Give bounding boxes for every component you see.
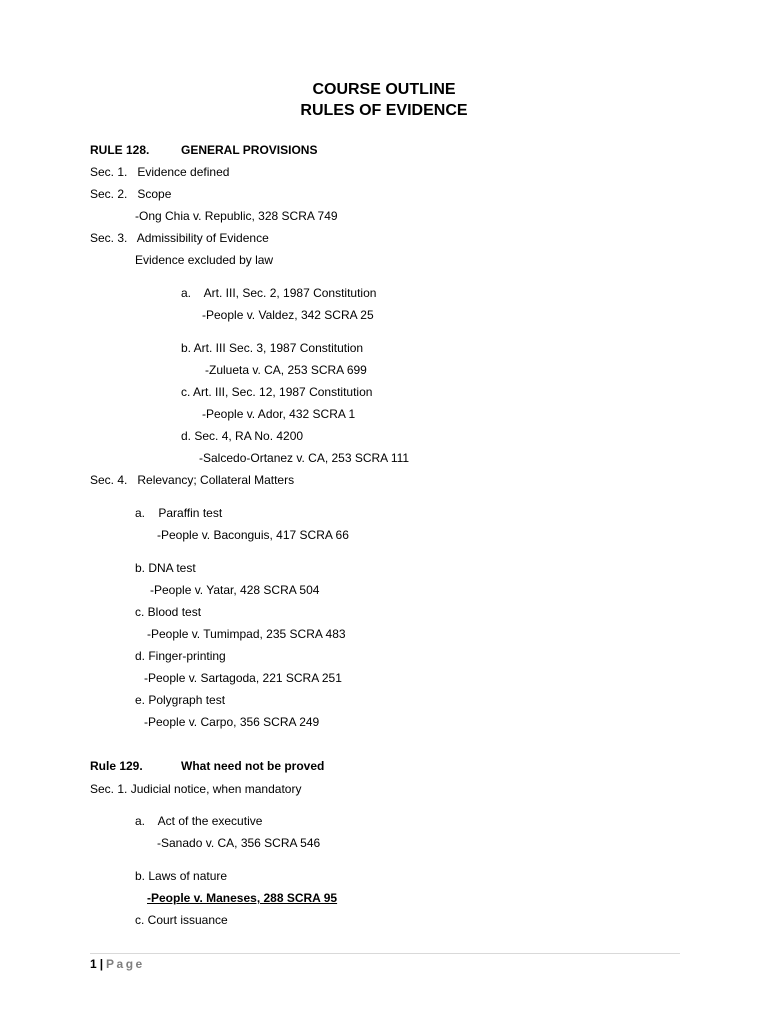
rule-128-label: RULE 128. [90, 143, 150, 157]
case-valdez: -People v. Valdez, 342 SCRA 25 [202, 308, 374, 322]
page-number: 1 [90, 957, 97, 971]
sec-2-line: Sec. 2. Scope [90, 187, 172, 201]
document-title: COURSE OUTLINE [312, 81, 456, 98]
item-ra-4200: d. Sec. 4, RA No. 4200 [181, 429, 304, 443]
rule-128-heading: GENERAL PROVISIONS [181, 143, 318, 157]
sec-4-line: Sec. 4. Relevancy; Collateral Matters [90, 473, 295, 487]
case-yatar: -People v. Yatar, 428 SCRA 504 [150, 583, 320, 597]
item-art3-sec3: b. Art. III Sec. 3, 1987 Constitution [181, 341, 364, 355]
case-tumimpad: -People v. Tumimpad, 235 SCRA 483 [147, 627, 346, 641]
case-zulueta: -Zulueta v. CA, 253 SCRA 699 [205, 363, 367, 377]
rule-129-label: Rule 129. [90, 759, 143, 773]
case-sanado: -Sanado v. CA, 356 SCRA 546 [157, 836, 321, 850]
item-art3-sec2: a. Art. III, Sec. 2, 1987 Constitution [181, 286, 377, 300]
item-court-issuance: c. Court issuance [135, 913, 228, 927]
case-sartagoda: -People v. Sartagoda, 221 SCRA 251 [144, 671, 342, 685]
item-act-of-executive: a. Act of the executive [135, 814, 263, 828]
case-baconguis: -People v. Baconguis, 417 SCRA 66 [157, 528, 349, 542]
item-finger-printing: d. Finger-printing [135, 649, 226, 663]
sec-1-judicial-notice: Sec. 1. Judicial notice, when mandatory [90, 782, 302, 796]
page-separator: | [99, 957, 104, 971]
rule-129-heading: What need not be proved [181, 759, 325, 773]
evidence-excluded-line: Evidence excluded by law [135, 253, 274, 267]
case-carpo: -People v. Carpo, 356 SCRA 249 [144, 715, 320, 729]
item-laws-of-nature: b. Laws of nature [135, 869, 228, 883]
footer-divider [90, 953, 680, 954]
item-dna-test: b. DNA test [135, 561, 196, 575]
page-footer [90, 956, 145, 972]
item-polygraph-test: e. Polygraph test [135, 693, 226, 707]
case-ong-chia: -Ong Chia v. Republic, 328 SCRA 749 [135, 209, 338, 223]
case-maneses: -People v. Maneses, 288 SCRA 95 [147, 891, 338, 905]
sec-3-line: Sec. 3. Admissibility of Evidence [90, 231, 269, 245]
case-salcedo-ortanez: -Salcedo-Ortanez v. CA, 253 SCRA 111 [199, 451, 410, 465]
item-blood-test: c. Blood test [135, 605, 202, 619]
document-subtitle: RULES OF EVIDENCE [300, 102, 468, 119]
item-art3-sec12: c. Art. III, Sec. 12, 1987 Constitution [181, 385, 373, 399]
item-paraffin-test: a. Paraffin test [135, 506, 223, 520]
sec-1-line: Sec. 1. Evidence defined [90, 165, 230, 179]
case-ador: -People v. Ador, 432 SCRA 1 [202, 407, 356, 421]
page-word: Page [106, 957, 145, 971]
